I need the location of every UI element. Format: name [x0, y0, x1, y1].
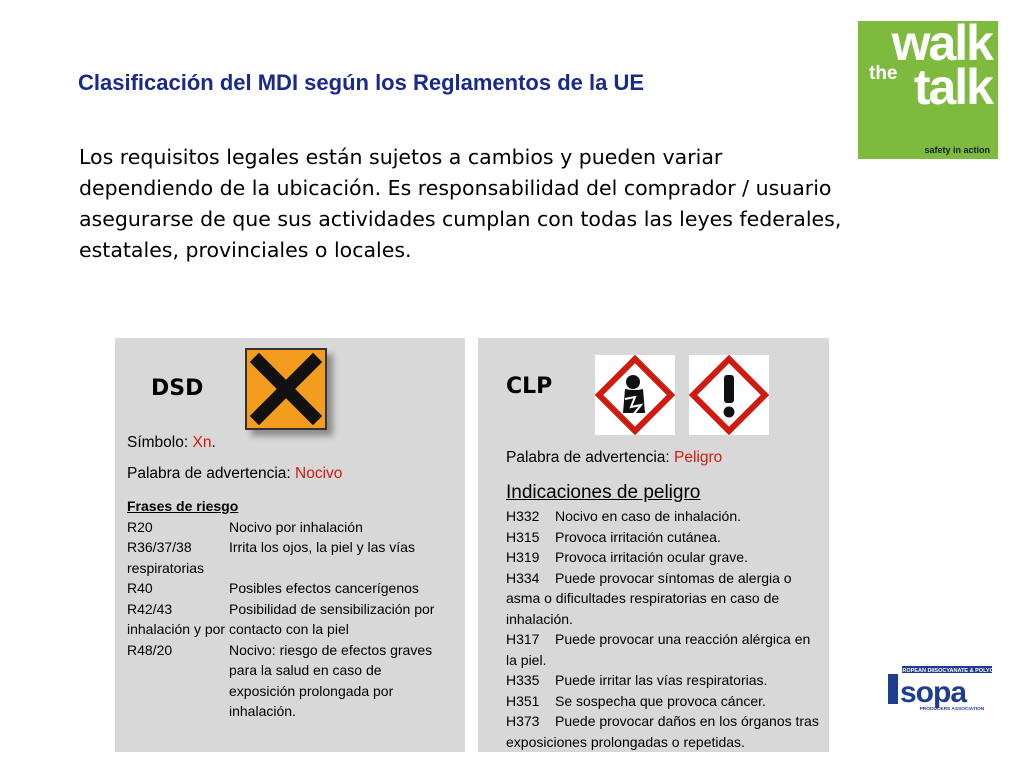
- clp-line: [506, 670, 826, 691]
- dsd-code: respiratorias: [127, 559, 205, 576]
- clp-text: Nocivo en caso de inhalación.: [555, 508, 742, 524]
- dsd-text: Nocivo: riesgo de efectos graves: [229, 641, 433, 658]
- isopa-bottom-text: PRODUCERS ASSOCIATION: [919, 707, 985, 712]
- clp-line: [506, 506, 826, 527]
- dsd-text: para la salud en caso de: [229, 662, 382, 678]
- dsd-code: [127, 660, 229, 681]
- logo-the: the: [869, 63, 898, 84]
- page-title: Clasificación del MDI según los Reglamentos de la UE: [78, 70, 645, 95]
- logo-talk: talk: [913, 59, 992, 115]
- dsd-text: exposición prolongada por: [229, 682, 394, 699]
- clp-signal-label: Palabra de advertencia:: [506, 449, 675, 466]
- dsd-line: [127, 558, 457, 579]
- clp-text: Puede provocar síntomas de alergia o: [555, 569, 792, 586]
- clp-line: [506, 609, 826, 630]
- logo-tagline: safety in action: [924, 145, 990, 155]
- dsd-panel: [115, 338, 465, 752]
- clp-text: Provoca irritación cutánea.: [555, 528, 721, 545]
- dsd-code: R48/20: [127, 641, 173, 658]
- clp-code: H373: [506, 713, 540, 729]
- dsd-symbol-label: Símbolo:: [127, 434, 193, 451]
- isopa-top-text: EUROPEAN DIISOCYANATE & POLYOL: [894, 668, 994, 674]
- clp-text: inhalación.: [506, 610, 573, 627]
- dsd-signal-line: [127, 465, 342, 483]
- clp-line: [506, 650, 826, 671]
- clp-signal-line: [506, 449, 722, 467]
- dsd-code: R42/43: [127, 600, 173, 617]
- clp-text: exposiciones prolongadas o repetidas.: [506, 733, 745, 750]
- harmful-xn-icon: [245, 348, 327, 430]
- dsd-phrases-heading: Frases de riesgo: [127, 498, 239, 514]
- dsd-code: R20: [127, 518, 153, 535]
- dsd-heading: DSD: [151, 376, 204, 401]
- dsd-line: [127, 640, 457, 661]
- dsd-line: [127, 701, 457, 722]
- clp-code: H335: [506, 672, 540, 688]
- clp-text: Se sospecha que provoca cáncer.: [555, 692, 766, 709]
- clp-panel: [478, 338, 829, 752]
- clp-text: Puede provocar daños en los órganos tras: [555, 713, 819, 729]
- dsd-line: [127, 537, 457, 558]
- dsd-text: inhalación.: [229, 703, 296, 719]
- dsd-text: Nocivo por inhalación: [229, 518, 363, 535]
- dsd-code: [127, 701, 229, 722]
- clp-code: H334: [506, 569, 540, 586]
- dsd-risk-phrases: [127, 496, 457, 722]
- svg-text:sopa: sopa: [900, 676, 967, 709]
- clp-line: [506, 732, 826, 753]
- dsd-line: [127, 599, 457, 620]
- clp-signal-value: Peligro: [674, 449, 723, 466]
- isopa-logo: [888, 664, 994, 712]
- dsd-text: Posibles efectos cancerígenos: [229, 580, 419, 596]
- clp-hazard-heading: Indicaciones de peligro: [506, 482, 701, 503]
- dsd-symbol-suffix: .: [211, 434, 216, 451]
- dsd-line: [127, 660, 457, 681]
- dsd-symbol-line: [127, 434, 216, 452]
- clp-text: Puede irritar las vías respiratorias.: [555, 672, 768, 688]
- dsd-signal-label: Palabra de advertencia:: [127, 465, 296, 482]
- clp-line: [506, 588, 826, 609]
- clp-line: [506, 527, 826, 548]
- dsd-text: Irrita los ojos, la piel y las vías: [229, 539, 415, 555]
- dsd-code: inhalación y por: [127, 621, 226, 637]
- health-hazard-icon: [595, 355, 675, 435]
- dsd-symbol-value: Xn: [192, 434, 212, 451]
- dsd-line: [127, 681, 457, 702]
- dsd-text: Posibilidad de sensibilización por: [229, 600, 435, 617]
- clp-line: [506, 691, 826, 712]
- dsd-line: [127, 619, 457, 640]
- clp-code: H315: [506, 528, 540, 545]
- dsd-line: [127, 578, 457, 599]
- clp-line: [506, 629, 826, 650]
- clp-text: asma o dificultades respiratorias en caso de: [506, 590, 780, 606]
- clp-text: la piel.: [506, 651, 547, 668]
- dsd-signal-value: Nocivo: [295, 465, 343, 482]
- clp-hazard-statements: [506, 506, 826, 752]
- clp-line: [506, 711, 826, 732]
- intro-paragraph: Los requisitos legales están sujetos a cambios y pueden variar dependiendo de la ubicación. Es responsabilidad del comprador / usuario asegurarse de que sus actividades cumplan con todas las leyes federales, estatales, provinciales o locales.: [79, 145, 842, 262]
- dsd-code: R40: [127, 580, 153, 596]
- dsd-line: [127, 517, 457, 538]
- dsd-text: contacto con la piel: [229, 621, 349, 637]
- clp-code: H319: [506, 549, 540, 565]
- clp-text: Provoca irritación ocular grave.: [555, 549, 748, 565]
- clp-code: H351: [506, 692, 540, 709]
- dsd-code: [127, 681, 229, 702]
- clp-code: H317: [506, 631, 540, 647]
- clp-text: Puede provocar una reacción alérgica en: [555, 631, 811, 647]
- logo-walk: walk: [891, 15, 992, 71]
- clp-line: [506, 568, 826, 589]
- clp-heading: CLP: [506, 374, 553, 399]
- walk-the-talk-logo: [858, 15, 998, 159]
- clp-code: H332: [506, 508, 540, 524]
- exclamation-mark-icon: [689, 355, 769, 435]
- dsd-code: R36/37/38: [127, 539, 192, 555]
- clp-line: [506, 547, 826, 568]
